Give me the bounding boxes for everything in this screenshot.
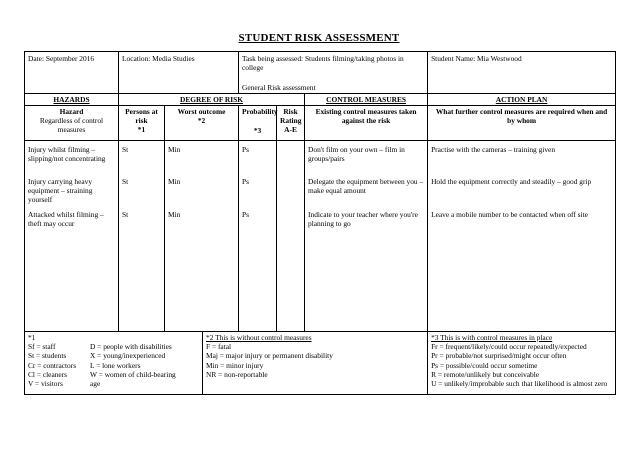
col-further-controls: What further control measures are required when and by whom — [428, 105, 616, 140]
prob-item: Ps — [242, 144, 250, 154]
worst-item: Min — [168, 144, 181, 154]
band-control-measures: CONTROL MEASURES — [305, 93, 428, 105]
task-cell: Task being assessed: Students filming/taking photos in college General Risk assessment — [239, 52, 428, 94]
date-cell: Date: September 2016 — [25, 52, 119, 94]
hazard-cell — [25, 140, 119, 331]
document-title: STUDENT RISK ASSESSMENT — [238, 32, 400, 44]
band-action-plan: ACTION PLAN — [428, 93, 616, 105]
col-worst-outcome: Worst outcome *2 — [165, 105, 239, 140]
risk-assessment-table — [24, 51, 616, 395]
key-persons: *1 Sf = staff D = people with disabilities St = students X = young/inexperienced Cr = contractors L = lone workers Cl = cleaners W = women of child-bearing V = visitors age — [25, 331, 203, 394]
hazard-item: Attacked whilst filming – theft may occur — [28, 209, 104, 228]
persons-item: St — [122, 144, 129, 154]
col-hazard: Hazard Regardless of control measures — [25, 105, 119, 140]
persons-item: St — [122, 176, 129, 186]
existing-item: Don't film on your own – film in groups/pairs — [308, 144, 405, 163]
existing-controls-cell — [305, 140, 428, 331]
prob-item: Ps — [242, 209, 250, 219]
key-row — [25, 331, 616, 394]
prob-item: Ps — [242, 176, 250, 186]
probability-cell — [239, 140, 277, 331]
band-degree-of-risk: DEGREE OF RISK — [119, 93, 305, 105]
location-cell: Location: Media Studies — [119, 52, 239, 94]
worst-item: Min — [168, 176, 181, 186]
existing-item: Indicate to your teacher where you're planning to go — [308, 209, 418, 228]
further-item: Practise with the cameras – training given — [431, 144, 556, 154]
col-risk-rating: Risk Rating A-E — [277, 105, 305, 140]
col-existing-controls: Existing control measures taken against the risk — [305, 105, 428, 140]
column-header-row — [25, 105, 616, 140]
col-persons-at-risk: Persons at risk *1 — [119, 105, 165, 140]
worst-outcome-cell — [165, 140, 239, 331]
section-band-row — [25, 93, 616, 105]
worst-item: Min — [168, 209, 181, 219]
hazard-body-row — [25, 140, 616, 331]
col-probability: Probability *3 — [239, 105, 277, 140]
band-hazards: HAZARDS — [25, 93, 119, 105]
persons-item: St — [122, 209, 129, 219]
hazard-item: Injury whilst filming – slipping/not concentrating — [28, 144, 106, 163]
info-row — [25, 52, 616, 94]
risk-rating-cell — [277, 140, 305, 331]
further-item: Leave a mobile number to be contacted when off site — [431, 209, 588, 219]
persons-cell — [119, 140, 165, 331]
existing-item: Delegate the equipment between you – make equal amount — [308, 176, 424, 195]
further-controls-cell — [428, 140, 616, 331]
key-probability: *3 This is with control measures in place Fr = frequent/likely/could occur repeatedly/expected Pr = probable/not surprised/might occur often Ps = possible/could occur sometime R = remote/unlikely but conceivable U = unlikely/improbable such that likelihood is almost zero — [428, 331, 616, 394]
key-worst-outcome: *2 This is without control measures F = fatal Maj = major injury or permanent disability Min = minor injury NR = non-reportable — [203, 331, 428, 394]
further-item: Hold the equipment correctly and steadily – good grip — [431, 176, 592, 186]
hazard-item: Injury carrying heavy equipment – straining yourself — [28, 176, 93, 205]
student-name-cell: Student Name: Mia Westwood — [428, 52, 616, 94]
